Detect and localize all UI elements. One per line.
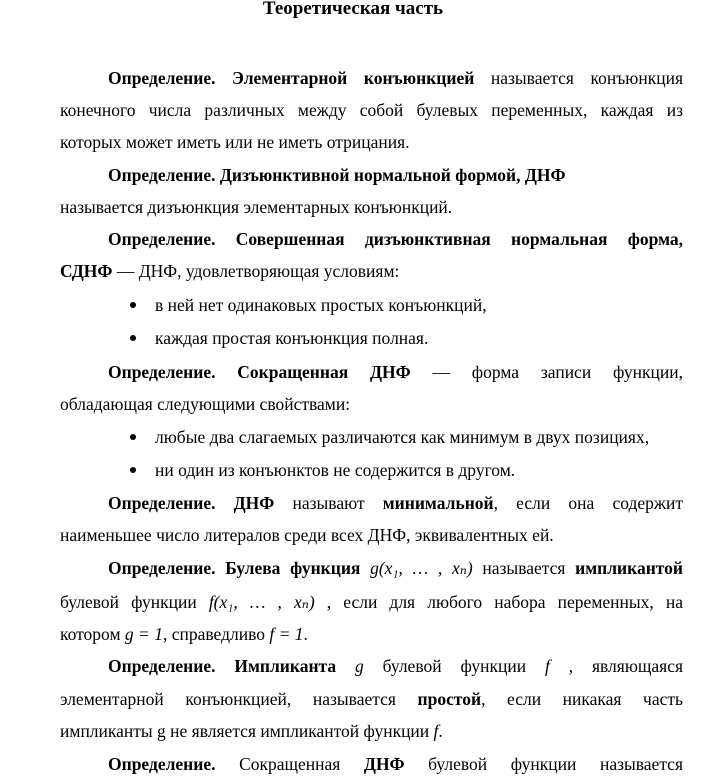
def-implicant-line3: котором g = 1, справедливо f = 1. [60, 624, 308, 644]
def-sdnf-line1: Определение. Совершенная дизъюнктивная нормальная форма, [108, 229, 683, 249]
def-sdnf-line2: СДНФ — ДНФ, удовлетворяющая условиям: [60, 261, 400, 281]
def-implicant-line2: булевой функции f(x₁, … , xₙ) , если для любого набора переменных, на [60, 592, 684, 612]
def-dnf-line2: называется дизъюнкция элементарных конъюнкций. [60, 197, 453, 217]
def-minimal-dnf-line1: Определение. ДНФ называют минимальной, если она содержит [108, 493, 683, 513]
list-item: ни один из конъюнктов не содержится в другом. [130, 454, 515, 486]
def-elementary-conjunction-line3: которых может иметь или не иметь отрицания. [60, 132, 410, 152]
def-reduced-dnf-line1: Определение. Сокращенная ДНФ — форма записи функции, [108, 362, 683, 382]
list-item: в ней нет одинаковых простых конъюнкций, [130, 289, 487, 321]
def-prime-implicant-line2: элементарной конъюнкцией, называется простой, если никакая часть [60, 689, 683, 709]
def-implicant-line1: Определение. Булева функция g(x₁, … , xₙ) называется импликантой [108, 558, 683, 578]
def-reduced-dnf-2-line1: Определение. Сокращенная ДНФ булевой функции называется [108, 754, 683, 774]
list-item: любые два слагаемых различаются как минимум в двух позициях, [130, 421, 649, 453]
def-dnf-line1: Определение. Дизъюнктивной нормальной формой, ДНФ [108, 165, 566, 185]
def-reduced-dnf-line2: обладающая следующими свойствами: [60, 394, 351, 414]
def-prime-implicant-line3: импликанты g не является импликантой функции f. [60, 721, 443, 741]
def-minimal-dnf-line2: наименьшее число литералов среди всех ДНФ, эквивалентных ей. [60, 525, 554, 545]
bullet-icon [130, 434, 136, 440]
def-prime-implicant-line1: Определение. Импликанта g булевой функции f , являющаяся [108, 656, 684, 676]
list-item: каждая простая конъюнкция полная. [130, 322, 428, 354]
bullet-icon [130, 335, 136, 341]
def-elementary-conjunction-line1: Определение. Элементарной конъюнкцией называется конъюнкция [108, 68, 684, 88]
bullet-icon [130, 467, 136, 473]
def-elementary-conjunction-line2: конечного числа различных между собой булевых переменных, каждая из [60, 100, 683, 120]
bullet-icon [130, 302, 136, 308]
page-title: Теоретическая часть [262, 0, 444, 19]
